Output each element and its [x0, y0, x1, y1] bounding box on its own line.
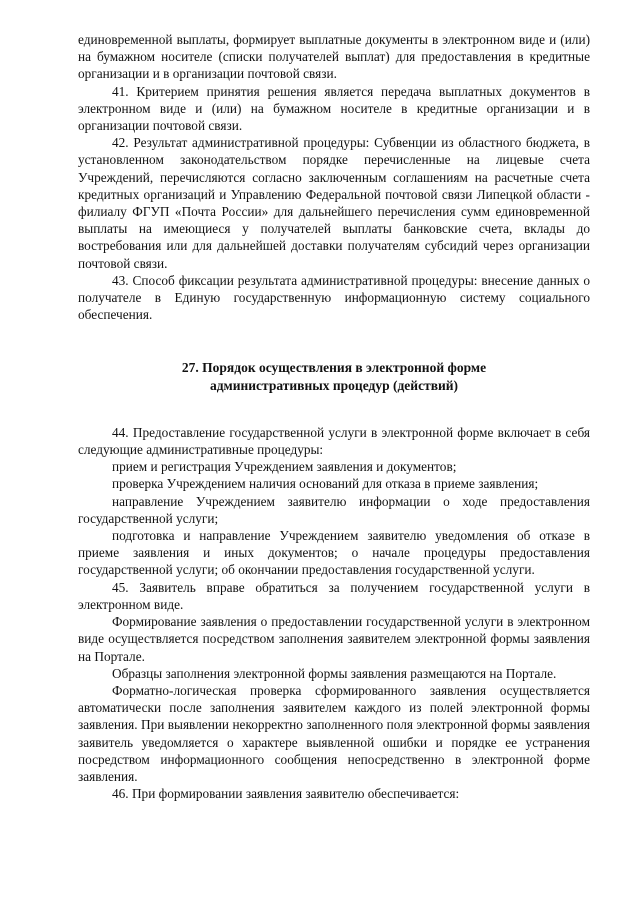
section-heading-line-1: 27. Порядок осуществления в электронной форме	[181, 360, 487, 376]
list-item-procedure-4: подготовка и направление Учреждением заявителю уведомления об отказе в приеме заявления и иных документов; о начале процедуры предоставления государственной услуги; об окончании предоставления государственной услуги.	[78, 528, 590, 578]
paragraph-43: 43. Способ фиксации результата административной процедуры: внесение данных о получателе в Единую государственную информационную систему социального обеспечения.	[78, 272, 590, 323]
section-heading-line-2: административных процедур (действий)	[209, 377, 459, 393]
list-item-procedure-2: проверка Учреждением наличия оснований для отказа в приеме заявления;	[112, 476, 539, 492]
paragraph-44: 44. Предоставление государственной услуги в электронной форме включает в себя следующие административные процедуры:	[78, 424, 590, 458]
paragraph-42: 42. Результат административной процедуры: Субвенции из областного бюджета, в установленном законодательством порядке перечисленные на лицевые счета Учреждений, перечисляются согласно заключенным соглашениям на расчетные счета кредитных организаций и Управлению Федеральной почтовой связи Липецкой области - филиалу ФГУП «Почта России» для дальнейшего перечисления сумм единовременной выплаты на имеющиеся у получателей выплаты банковские счета, вклады до востребования или для дальнейшей доставки получателям субсидий через организации почтовой связи.	[78, 135, 590, 271]
paragraph-form-samples: Образцы заполнения электронной формы заявления размещаются на Портале.	[112, 665, 557, 681]
paragraph-41: 41. Критерием принятия решения является передача выплатных документов в электронном виде и (или) на бумажном носителе в кредитные организации и в организации почтовой связи.	[78, 83, 590, 134]
paragraph-form-filling: Формирование заявления о предоставлении государственной услуги в электронном виде осуществляется посредством заполнения заявителем электронной формы заявления на Портале.	[78, 614, 590, 664]
paragraph-format-check: Форматно-логическая проверка сформированного заявления осуществляется автоматически после заполнения заявителем каждого из полей электронной формы заявления. При выявлении некорректно заполненного поля электронной формы заявления заявитель уведомляется о характере выявленной ошибки и порядке ее устранения посредством информационного сообщения непосредственно в электронной форме заявления.	[78, 682, 590, 784]
paragraph-46: 46. При формировании заявления заявителю обеспечивается:	[112, 786, 460, 802]
list-item-procedure-1: прием и регистрация Учреждением заявления и документов;	[112, 459, 457, 475]
document-page	[78, 31, 590, 802]
list-item-procedure-3: направление Учреждением заявителю информации о ходе предоставления государственной услуги;	[78, 493, 590, 526]
section-heading	[78, 359, 590, 393]
paragraph-45: 45. Заявитель вправе обратиться за получением государственной услуги в электронном виде.	[78, 579, 590, 612]
paragraph-intro-continuation: единовременной выплаты, формирует выплатные документы в электронном виде и (или) на бумажном носителе (списки получателей выплат) для предоставления в кредитные организации и в организации почтовой связи.	[78, 32, 590, 82]
